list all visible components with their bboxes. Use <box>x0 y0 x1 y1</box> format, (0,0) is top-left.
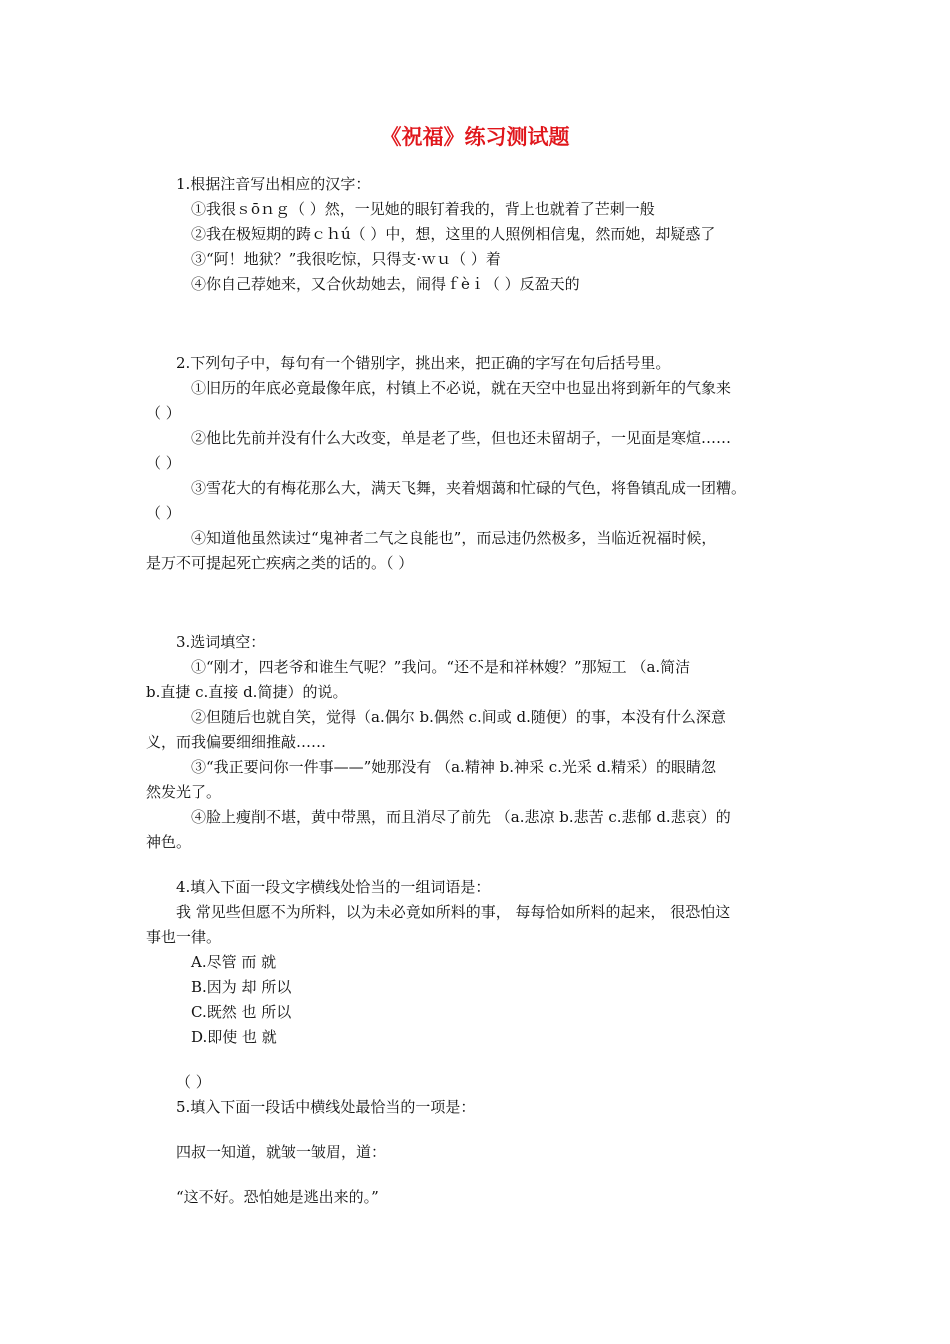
question-5-passage: “这不好。恐怕她是逃出来的。” <box>176 1188 379 1206</box>
exam-content <box>146 172 810 1210</box>
question-3-item-continued: 义，而我偏要细细推敲…… <box>146 733 327 751</box>
question-4-stem: 4.填入下面一段文字横线处恰当的一组词语是： <box>176 878 491 896</box>
question-3 <box>146 630 810 855</box>
question-2-item: ①旧历的年底必竟最像年底，村镇上不必说，就在天空中也显出将到新年的气象来 <box>191 379 732 397</box>
option-d: D.即使 也 就 <box>191 1028 277 1046</box>
question-4-passage: 我 常见些但愿不为所料，以为未必竟如所料的事， 每每恰如所料的起来， 很恐怕这 <box>176 903 731 921</box>
question-5-stem: 5.填入下面一段话中横线处最恰当的一项是： <box>176 1098 476 1116</box>
question-5 <box>146 1095 810 1210</box>
question-2-item: ②他比先前并没有什么大改变，单是老了些，但也还未留胡子，一见面是寒煊…… <box>191 429 732 447</box>
answer-blank: （ ） <box>176 1073 211 1091</box>
question-4 <box>146 875 810 1095</box>
question-3-item: ①“刚才，四老爷和谁生气呢？”我问。“还不是和祥林嫂？”那短工 （a.简洁 <box>191 658 691 676</box>
question-2-item-continued: 是万不可提起死亡疾病之类的话的。（ ） <box>146 554 414 572</box>
question-2 <box>146 351 810 576</box>
question-4-passage-continued: 事也一律。 <box>146 928 222 946</box>
question-1-item: ①我很ｓōｎｇ（ ）然，一见她的眼钉着我的，背上也就着了芒刺一般 <box>191 200 655 218</box>
question-1 <box>146 172 810 297</box>
question-3-item: ②但随后也就自笑，觉得（a.偶尔 b.偶然 c.间或 d.随便）的事，本没有什么深意 <box>191 708 726 726</box>
question-1-item: ②我在极短期的踌ｃｈú（ ）中，想，这里的人照例相信鬼，然而她，却疑惑了 <box>191 225 716 243</box>
option-b: B.因为 却 所以 <box>191 978 292 996</box>
question-1-item: ④你自己荐她来，又合伙劫她去，闹得ｆèｉ（ ）反盈天的 <box>191 275 580 293</box>
question-4-options <box>146 950 810 1050</box>
question-3-item-continued: 神色。 <box>146 833 192 851</box>
question-3-stem: 3.选词填空： <box>176 633 266 651</box>
question-3-item-continued: 然发光了。 <box>146 783 222 801</box>
page-title: 《祝福》练习测试题 <box>380 124 570 149</box>
answer-blank: （ ） <box>146 404 181 422</box>
answer-blank: （ ） <box>146 504 181 522</box>
question-5-passage: 四叔一知道，就皱一皱眉，道： <box>176 1143 387 1161</box>
answer-blank: （ ） <box>146 454 181 472</box>
option-c: C.既然 也 所以 <box>191 1003 292 1021</box>
question-2-item: ④知道他虽然读过“鬼神者二气之良能也”，而忌违仍然极多，当临近祝福时候， <box>191 529 717 547</box>
question-2-stem: 2.下列句子中，每句有一个错别字，挑出来，把正确的字写在句后括号里。 <box>176 354 671 372</box>
question-1-stem: 1.根据注音写出相应的汉字： <box>176 175 371 193</box>
question-3-item: ③“我正要问你一件事——”她那没有 （a.精神 b.神采 c.光采 d.精采）的眼睛忽 <box>191 758 717 776</box>
option-a: A.尽管 而 就 <box>191 953 277 971</box>
question-3-item-continued: b.直捷 c.直接 d.简捷）的说。 <box>146 683 348 701</box>
question-3-item: ④脸上瘦削不堪，黄中带黑，而且消尽了前先 （a.悲凉 b.悲苦 c.悲郁 d.悲哀）的 <box>191 808 731 826</box>
question-2-item: ③雪花大的有梅花那么大，满天飞舞，夹着烟蔼和忙碌的气色，将鲁镇乱成一团糟。 <box>191 479 747 497</box>
question-1-item: ③“阿！地狱？”我很吃惊，只得支·ｗｕ（ ）着 <box>191 250 501 268</box>
